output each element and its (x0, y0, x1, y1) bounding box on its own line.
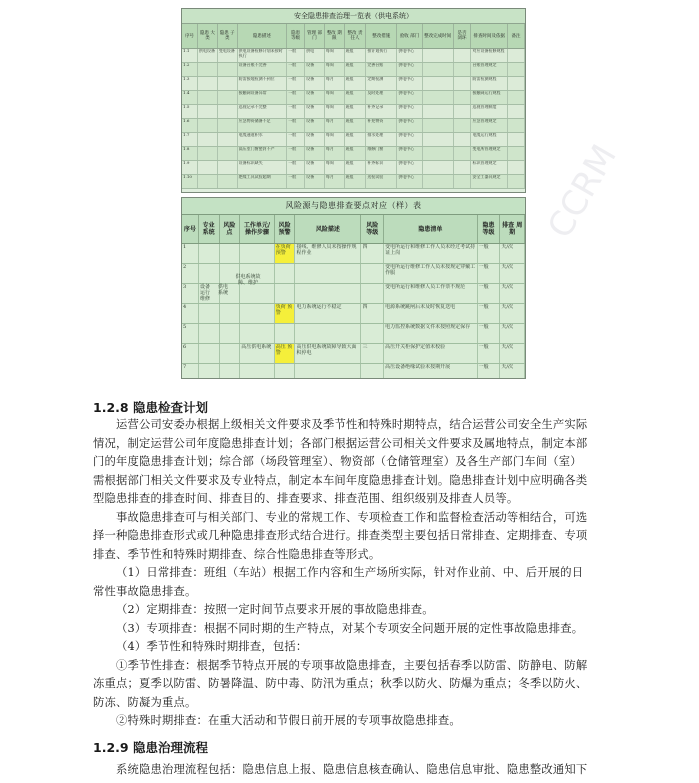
table1-cell (454, 63, 472, 76)
table1-cell: 一般 (287, 77, 305, 90)
paragraph-line: （1）日常排查：班组（车站）根据工作内容和生产场所实际，针对作业前、中、后开展的日 (116, 566, 584, 579)
table1-cell (454, 49, 472, 62)
table1-cell (508, 119, 525, 132)
table1-cell: 每月 (325, 175, 345, 188)
table1-cell: 每周 (325, 91, 345, 104)
table1-cell: 班组 (345, 91, 367, 104)
table1-cell: 每周 (325, 63, 345, 76)
table2-cell: 一般 (478, 344, 501, 363)
table1-cell: 班组 (345, 161, 367, 174)
table1-cell (454, 133, 472, 146)
table1-cell: 防雷检测规程 (471, 77, 508, 90)
table2-cell: 高压 预警 (275, 344, 296, 363)
table1-cell: 供电中心 (397, 175, 422, 188)
table2-header-cell: 风险描述 (295, 215, 361, 243)
table2-row (182, 364, 525, 379)
table2-cell (295, 264, 361, 283)
table2-cell: 7 (182, 364, 199, 379)
table2-cell: 变电所运行和维修工作人员未经过考试持证上岗 (384, 244, 478, 263)
table1-cell (218, 105, 238, 118)
table1-cell: 一般 (287, 91, 305, 104)
table1-cell: 班组 (345, 49, 367, 62)
table2-cell (240, 244, 275, 263)
paragraph-line: 冻重点；夏季以防雷、防暑降温、防中毒、防汛为重点；秋季以防火、防爆为重点；冬季以防火、 (93, 677, 588, 690)
table1-cell (423, 105, 454, 118)
table1-header-cell: 隐患描述 (238, 24, 288, 48)
table2-header-cell: 风险 预警 (275, 215, 296, 243)
table1-cell: 设备台账不完善 (238, 63, 288, 76)
table2-cell: 电力系统运行不稳定 (295, 304, 361, 323)
table2-row (182, 324, 525, 344)
table1-cell: 定期检测 (366, 77, 397, 90)
table1-header-cell: 隐患 子类 (218, 24, 238, 48)
table1-cell (508, 91, 525, 104)
table2-cell: 6 (182, 344, 199, 363)
table1-cell (218, 147, 238, 160)
table1-cell: 变电设备 (218, 49, 238, 62)
table2-cell: 天/次 (500, 244, 525, 263)
risk-source-table-title: 风险源与隐患排查要点对应（样）表 (182, 198, 525, 215)
table1-cell: 安全工器具规定 (471, 175, 508, 188)
table2-cell (295, 364, 361, 379)
table2-cell: 三 (361, 344, 384, 363)
table2-cell (295, 284, 361, 303)
table1-cell: 应急物资储备不足 (238, 119, 288, 132)
paragraph-line: 系统隐患治理流程包括：隐患信息上报、隐患信息核查确认、隐患信息审批、隐患整改通知下 (116, 763, 588, 776)
table1-cell: 应急管理规定 (471, 119, 508, 132)
paragraph-line: 择一种隐患排查形式或几种隐患排查形式结合进行。排查类型主要包括日常排查、定期排查、专项 (93, 529, 588, 542)
table1-cell: 供电中心 (397, 49, 422, 62)
table2-cell (220, 344, 241, 363)
table2-cell: 四 (361, 304, 384, 323)
table1-cell (218, 161, 238, 174)
table1-cell: 供电中心 (397, 105, 422, 118)
table2-cell (361, 264, 384, 283)
paragraph-line: 排查、季节性和特殊时期排查、综合性隐患排查等形式。 (93, 547, 381, 561)
table1-cell: 按计划执行 (366, 49, 397, 62)
table1-cell: 台账管理规定 (471, 63, 508, 76)
table2-cell: 高压供电系统 (240, 344, 275, 363)
table1-cell (218, 77, 238, 90)
table1-cell (423, 77, 454, 90)
table1-row (182, 175, 525, 189)
table1-header-cell: 整改完成时间 (423, 24, 454, 48)
table2-row (182, 344, 525, 364)
table1-cell: 一般 (287, 119, 305, 132)
table2-cell (199, 264, 220, 283)
table2-cell: 接线、维修人员未按操作规程作业 (295, 244, 361, 263)
table2-merged-cell: 供电系统故障、维护 (235, 274, 261, 286)
table1-cell: 及时处理 (366, 91, 397, 104)
table2-cell: 3 (182, 284, 199, 303)
table2-cell (199, 304, 220, 323)
table1-header-cell: 隐患 大类 (198, 24, 218, 48)
table1-header-cell: 是否 闭环 (454, 24, 472, 48)
table1-cell: 接触网运行规程 (471, 91, 508, 104)
table1-row (182, 119, 525, 133)
table1-cell: 补齐标识 (366, 161, 397, 174)
table1-cell: 班组 (345, 147, 367, 160)
table2-cell: 天/次 (500, 304, 525, 323)
table1-cell (423, 119, 454, 132)
risk-source-table-body (182, 244, 525, 379)
table1-header-cell: 验收 部门 (397, 24, 422, 48)
table1-cell: 供电中心 (397, 91, 422, 104)
table2-cell: 一般 (478, 284, 501, 303)
table1-cell: 设备 (305, 91, 325, 104)
table1-cell: 1.3 (182, 77, 198, 90)
table2-cell: 高压供电系统故障导致大面积停电 (295, 344, 361, 363)
table2-cell (275, 264, 296, 283)
table1-cell (423, 147, 454, 160)
table2-cell (275, 364, 296, 379)
table1-cell: 设备 (305, 147, 325, 160)
table2-cell: 电力监控系统数据文件未按照规定保存 (384, 324, 478, 343)
table1-cell: 供电中心 (397, 147, 422, 160)
table1-cell (198, 77, 218, 90)
table1-cell (218, 91, 238, 104)
table2-cell (295, 324, 361, 343)
table1-cell: 补齐记录 (366, 105, 397, 118)
table2-cell: 4 (182, 304, 199, 323)
table2-cell (275, 284, 296, 303)
table1-cell: 标识管理规定 (471, 161, 508, 174)
table1-cell: 一般 (287, 49, 305, 62)
table1-cell: 供电 (305, 49, 325, 62)
table1-cell (508, 49, 525, 62)
table2-cell (361, 324, 384, 343)
risk-source-table-header (182, 215, 525, 244)
table2-cell: 一般 (478, 324, 501, 343)
table2-cell: 四 (361, 244, 384, 263)
table2-cell: 天/次 (500, 344, 525, 363)
table1-cell: 班组 (345, 105, 367, 118)
table1-cell (508, 63, 525, 76)
paragraph-line: 事故隐患排查可与相关部门、专业的常规工作、专项检查工作和监督检查活动等相结合，可选 (116, 510, 588, 524)
table2-cell (220, 244, 241, 263)
table1-cell (454, 91, 472, 104)
table1-cell: 防雷接地检测不到位 (238, 77, 288, 90)
hazard-list-table-header (182, 24, 525, 49)
table1-cell (198, 105, 218, 118)
table1-cell: 设备 (305, 175, 325, 188)
table1-cell: 巡视管理制度 (471, 105, 508, 118)
table1-cell: 供电设备 (198, 49, 218, 62)
hazard-list-table (181, 8, 526, 193)
table2-cell: 高压开关柜保护定值未校验 (384, 344, 478, 363)
table2-cell: 一般 (478, 244, 501, 263)
table1-row (182, 49, 525, 63)
table1-cell (423, 175, 454, 188)
table1-cell: 一般 (287, 147, 305, 160)
table2-header-cell: 风险 等级 (361, 215, 384, 243)
table1-cell (454, 105, 472, 118)
hazard-list-table-title: 安全隐患排查治理一览表（供电系统） (182, 9, 525, 24)
hazard-list-table-body (182, 49, 525, 189)
table2-cell (361, 284, 384, 303)
table2-header-cell: 排查 周期 (500, 215, 525, 243)
table1-row (182, 91, 525, 105)
paragraph-line: 情况，制定运营公司年度隐患排查计划；各部门根据运营公司相关文件要求及属地特点，制定本部 (93, 436, 588, 450)
table2-cell (220, 304, 241, 323)
table1-cell: 电缆通道积水 (238, 133, 288, 146)
table2-cell: 天/次 (500, 284, 525, 303)
table1-cell (508, 161, 525, 174)
table2-cell: 变电所运行维修工作人员未按规定穿戴工作服 (384, 264, 478, 283)
table1-cell: 绝缘工具试验超期 (238, 175, 288, 188)
paragraph-line: 防冻、防凝为重点。 (93, 695, 197, 709)
table1-cell (198, 133, 218, 146)
paragraph-line: 型隐患排查的排查时间、排查目的、排查要求、排查范围、组织级别及排查人员等。 (93, 492, 519, 505)
table2-cell: 2 (182, 264, 199, 283)
table1-cell: 设备 (305, 63, 325, 76)
table1-cell: 每周 (325, 161, 345, 174)
table1-cell: 送检试验 (366, 175, 397, 188)
table1-cell: 每月 (325, 119, 345, 132)
table2-cell (361, 364, 384, 379)
table1-cell: 高压室门窗密封不严 (238, 147, 288, 160)
table2-cell (240, 304, 275, 323)
paragraph-line: ②特殊时期排查：在重大活动和节假日前开展的专项事故隐患排查。 (116, 714, 461, 727)
table2-cell: 一般 (478, 304, 501, 323)
table1-header-cell: 排查时间及依据 (471, 24, 508, 48)
paragraph-line: （4）季节性和特殊时期排查，包括： (116, 640, 308, 653)
table1-cell (423, 133, 454, 146)
table2-header-cell: 隐患清单 (384, 215, 478, 243)
table2-cell (275, 324, 296, 343)
table1-cell (198, 119, 218, 132)
table2-cell: 天/次 (500, 364, 525, 379)
table1-header-cell: 备注 (508, 24, 525, 48)
table1-cell: 电缆运行规程 (471, 133, 508, 146)
table1-cell: 班组 (345, 77, 367, 90)
table2-cell: 天/次 (500, 264, 525, 283)
table1-row (182, 77, 525, 91)
table1-cell: 1.1 (182, 49, 198, 62)
table1-cell (218, 175, 238, 188)
table1-row (182, 147, 525, 161)
table1-cell (423, 63, 454, 76)
table1-header-cell: 整改措施 (366, 24, 397, 48)
table1-cell: 供电中心 (397, 119, 422, 132)
table1-cell: 1.6 (182, 119, 198, 132)
table1-cell (454, 119, 472, 132)
table2-cell (199, 344, 220, 363)
table2-cell: 一般 (478, 264, 501, 283)
table1-cell: 补充物资 (366, 119, 397, 132)
table1-cell: 排水处理 (366, 133, 397, 146)
table2-cell: 变电所运行和维修人员工作票不规范 (384, 284, 478, 303)
paragraph-line: 门的年度隐患排查计划；综合部（场段管理室）、物资部（仓储管理室）及各生产部门车间（室） (93, 455, 582, 468)
table2-cell (220, 324, 241, 343)
table1-cell (218, 63, 238, 76)
paragraph-line: （2）定期排查：按照一定时间节点要求开展的事故隐患排查。 (116, 603, 434, 616)
table2-cell (220, 364, 241, 379)
table1-cell: 维修门窗 (366, 147, 397, 160)
table1-header-cell: 管理 部门 (305, 24, 325, 48)
table2-row (182, 244, 525, 264)
table1-cell: 一般 (287, 105, 305, 118)
table1-cell: 设备 (305, 119, 325, 132)
section-heading-1-2-8: 1.2.8 隐患检查计划 (93, 400, 208, 415)
table1-cell: 巡视记录不完整 (238, 105, 288, 118)
table2-header-cell: 工作单元/ 操作步骤 (240, 215, 275, 243)
table1-cell (198, 147, 218, 160)
table2-row (182, 284, 525, 304)
table1-cell: 供电中心 (397, 77, 422, 90)
paragraph-line: （3）专项排查：根据不同时期的生产特点，对某个专项安全问题开展的定性事故隐患排查。 (116, 621, 584, 635)
table1-cell: 一般 (287, 133, 305, 146)
table1-header-cell: 序号 (182, 24, 198, 48)
table2-header-cell: 专业 系统 (199, 215, 220, 243)
table2-cell (199, 324, 220, 343)
table1-cell: 每月 (325, 147, 345, 160)
watermark: CCRM (540, 138, 625, 245)
table1-cell: 设备 (305, 133, 325, 146)
table1-row (182, 105, 525, 119)
table1-cell (423, 161, 454, 174)
table1-cell: 1.10 (182, 175, 198, 188)
table2-cell: 一般 (478, 364, 501, 379)
table1-cell (198, 91, 218, 104)
table1-cell: 接触网设备异常 (238, 91, 288, 104)
table1-cell: 1.4 (182, 91, 198, 104)
table1-cell (508, 105, 525, 118)
table1-cell: 一般 (287, 161, 305, 174)
table1-cell: 1.2 (182, 63, 198, 76)
table1-cell (454, 147, 472, 160)
table2-cell: 5 (182, 324, 199, 343)
paragraph-line: ①季节性排查：根据季节特点开展的专项事故隐患排查，主要包括春季以防雷、防静电、防解 (116, 658, 588, 672)
table2-cell (199, 244, 220, 263)
table1-cell: 一般 (287, 175, 305, 188)
table2-cell: 天/次 (500, 324, 525, 343)
table1-cell (508, 77, 525, 90)
table1-cell (454, 161, 472, 174)
table1-cell (198, 63, 218, 76)
table1-row (182, 133, 525, 147)
table1-cell (454, 77, 472, 90)
table1-cell (508, 147, 525, 160)
table1-cell: 设备 (305, 105, 325, 118)
table1-cell: 班组 (345, 63, 367, 76)
table2-header-cell: 序号 (182, 215, 199, 243)
table2-header-cell: 隐患 等级 (478, 215, 501, 243)
table2-cell: 电源系统跳闸后未及时恢复送电 (384, 304, 478, 323)
table1-cell (218, 119, 238, 132)
table1-cell (218, 133, 238, 146)
table1-cell: 对应设备检修规程 (471, 49, 508, 62)
table2-row (182, 304, 525, 324)
table2-cell (240, 324, 275, 343)
table1-cell: 班组 (345, 119, 367, 132)
table1-cell: 供电中心 (397, 63, 422, 76)
paragraph-line: 需根据部门相关文件要求及专业特点，制定本车间年度隐患排查计划。隐患排查计划中应明确各类 (93, 473, 588, 487)
table1-row (182, 63, 525, 77)
table1-cell (198, 161, 218, 174)
table1-cell (423, 91, 454, 104)
table1-cell: 1.8 (182, 147, 198, 160)
table1-cell: 每周 (325, 49, 345, 62)
table1-header-cell: 整改 期限 (325, 24, 345, 48)
table1-cell (198, 175, 218, 188)
table1-cell: 1.7 (182, 133, 198, 146)
table2-merged-cell: 供电 系统 (217, 284, 228, 296)
table1-cell: 每月 (325, 77, 345, 90)
table1-cell: 班组 (345, 133, 367, 146)
risk-source-table (181, 197, 526, 379)
table1-cell: 1.9 (182, 161, 198, 174)
table1-header-cell: 整改 责任人 (345, 24, 367, 48)
paragraph-line: 运营公司安委办根据上级相关文件要求及季节性和特殊时期特点，结合运营公司安全生产实际 (116, 418, 588, 431)
table2-merged-cell: 设备 运行 维修 (199, 284, 210, 302)
table2-cell: 负荷 预警 (275, 304, 296, 323)
table1-cell (508, 175, 525, 188)
table1-row (182, 161, 525, 175)
table2-cell (240, 284, 275, 303)
table2-header-cell: 风险 点 (220, 215, 241, 243)
table1-cell: 设备 (305, 77, 325, 90)
table1-cell: 一般 (287, 63, 305, 76)
table2-cell: 1 (182, 244, 199, 263)
paragraph-line: 常性事故隐患排查。 (93, 584, 197, 598)
table1-cell: 供电设备检修计划未按时执行 (238, 49, 288, 62)
table1-cell: 1.5 (182, 105, 198, 118)
section-heading-1-2-9: 1.2.9 隐患治理流程 (93, 740, 208, 755)
table1-cell: 设备标识缺失 (238, 161, 288, 174)
table1-cell (423, 49, 454, 62)
table1-cell: 供电中心 (397, 161, 422, 174)
table1-cell (454, 175, 472, 188)
table1-cell: 供电中心 (397, 133, 422, 146)
table1-cell: 变电所管理规定 (471, 147, 508, 160)
table2-cell (199, 364, 220, 379)
table1-cell: 完善台账 (366, 63, 397, 76)
table2-cell (240, 364, 275, 379)
table1-header-cell: 隐患 等级 (287, 24, 305, 48)
table2-cell: 高压设备绝缘试验未按期开展 (384, 364, 478, 379)
table1-cell: 设备 (305, 161, 325, 174)
table1-cell: 班组 (345, 175, 367, 188)
table1-cell (508, 133, 525, 146)
table1-cell: 每周 (325, 105, 345, 118)
table1-cell: 每周 (325, 133, 345, 146)
table2-cell: 在负荷 预警 (275, 244, 296, 263)
